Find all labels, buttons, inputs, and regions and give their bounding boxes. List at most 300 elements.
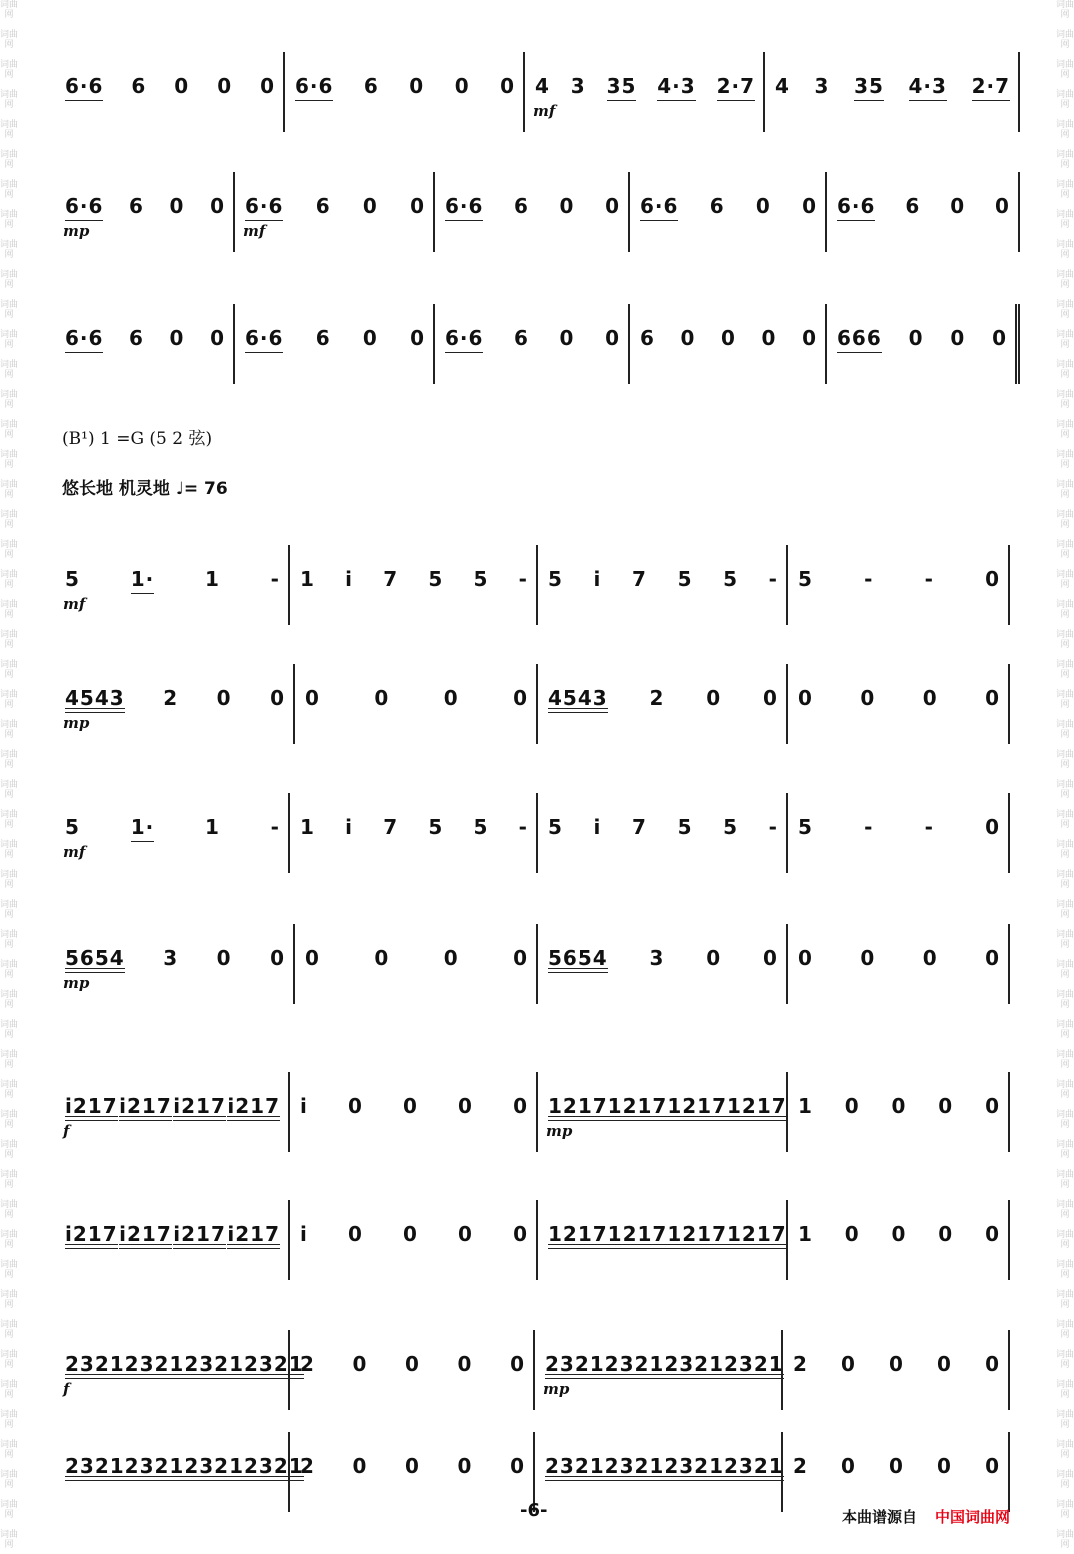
note-group: 0	[841, 1454, 856, 1478]
note-group: 4·3	[657, 74, 696, 98]
note-group: 2	[793, 1454, 808, 1478]
note-group: 2321	[244, 1454, 304, 1478]
measure-notes	[798, 567, 1000, 591]
note-group: 0	[513, 1094, 528, 1118]
staff-row	[55, 793, 1020, 873]
note-group: 0	[985, 1094, 1000, 1118]
left-watermark-strip	[0, 0, 18, 1554]
note-group: 0	[443, 946, 459, 970]
measure-notes	[837, 194, 1010, 218]
watermark-text: 词曲网	[0, 0, 18, 20]
note-group: -	[270, 567, 280, 591]
note-group: 0	[985, 815, 1000, 839]
measure-notes	[545, 1352, 784, 1376]
note-group: 2321	[124, 1352, 185, 1376]
note-group: 2321	[65, 1454, 125, 1478]
measure	[290, 1432, 535, 1512]
note-group: 3	[649, 946, 665, 970]
measure	[538, 664, 788, 744]
note-group: 0	[755, 194, 771, 218]
note-group: 0	[908, 326, 924, 350]
note-group: 2321	[604, 1352, 665, 1376]
watermark-text: 词曲网	[0, 420, 18, 440]
note-group: 0	[950, 326, 966, 350]
measure	[55, 1072, 290, 1152]
watermark-text: 词曲网	[0, 1470, 18, 1490]
watermark-text: 词曲网	[0, 870, 18, 890]
note-group: i217	[173, 1222, 226, 1246]
note-group: 0	[500, 74, 515, 98]
staff-row	[55, 172, 1020, 252]
measure	[788, 924, 1010, 1004]
note-group: 2	[300, 1352, 315, 1376]
note-group: 0	[559, 194, 575, 218]
note-group: 0	[403, 1222, 418, 1246]
watermark-text: 词曲网	[1056, 1470, 1074, 1490]
watermark-text: 词曲网	[0, 1110, 18, 1130]
measure	[538, 793, 788, 873]
note-group: 1217	[667, 1094, 728, 1118]
watermark-text: 词曲网	[0, 240, 18, 260]
watermark-text: 词曲网	[0, 60, 18, 80]
watermark-text: 词曲网	[1056, 1530, 1074, 1550]
note-group: 0	[513, 1222, 528, 1246]
measure	[290, 1072, 538, 1152]
measure	[295, 664, 538, 744]
watermark-text: 词曲网	[1056, 1050, 1074, 1070]
note-group: 2321	[664, 1454, 725, 1478]
note-group: 0	[763, 946, 778, 970]
note-group: 0	[706, 686, 722, 710]
note-group: 0	[995, 194, 1010, 218]
note-group: 0	[844, 1222, 860, 1246]
note-group: 0	[798, 946, 813, 970]
watermark-text: 词曲网	[1056, 1170, 1074, 1190]
note-group: 0	[169, 326, 185, 350]
watermark-text: 词曲网	[1056, 30, 1074, 50]
note-group: -	[924, 815, 934, 839]
watermark-text: 词曲网	[1056, 300, 1074, 320]
note-group: 0	[937, 1352, 952, 1376]
measure-notes	[548, 1222, 787, 1246]
measure	[235, 172, 435, 252]
note-group: 1	[300, 815, 315, 839]
dynamic-marking: mp	[543, 1380, 570, 1398]
measure-notes	[65, 1454, 304, 1478]
note-group: 0	[210, 326, 225, 350]
note-group: 6·6	[245, 194, 284, 218]
note-group: 0	[409, 74, 425, 98]
note-group: 0	[706, 946, 722, 970]
dynamic-marking: mp	[63, 714, 90, 732]
measure	[630, 304, 827, 384]
watermark-text: 词曲网	[1056, 660, 1074, 680]
note-group: i217	[119, 1222, 172, 1246]
dynamic-marking: mp	[63, 974, 90, 992]
note-group: 666	[837, 326, 882, 350]
watermark-text: 词曲网	[0, 1320, 18, 1340]
note-group: -	[270, 815, 280, 839]
note-group: 35	[606, 74, 637, 98]
measure	[435, 172, 630, 252]
watermark-text: 词曲网	[0, 360, 18, 380]
dynamic-marking: mf	[533, 102, 556, 120]
watermark-text: 词曲网	[0, 990, 18, 1010]
dynamic-marking: mf	[243, 222, 266, 240]
watermark-text: 词曲网	[1056, 900, 1074, 920]
watermark-text: 词曲网	[1056, 1410, 1074, 1430]
measure-notes	[300, 815, 528, 839]
note-group: 4543	[65, 686, 125, 710]
staff-row	[55, 1330, 1020, 1410]
measure	[295, 924, 538, 1004]
note-group: 0	[761, 326, 777, 350]
note-group: 2321	[124, 1454, 185, 1478]
note-group: 5	[428, 567, 444, 591]
watermark-text: 词曲网	[0, 1080, 18, 1100]
measure	[290, 1330, 535, 1410]
note-group: 0	[985, 567, 1000, 591]
watermark-text: 词曲网	[0, 1290, 18, 1310]
measure-notes	[65, 74, 275, 98]
measure	[55, 172, 235, 252]
watermark-text: 词曲网	[1056, 1140, 1074, 1160]
note-group: 2321	[244, 1352, 304, 1376]
measure-notes	[445, 194, 620, 218]
note-group: 0	[922, 686, 938, 710]
note-group: 5	[677, 567, 693, 591]
note-group: 0	[352, 1352, 368, 1376]
note-group: i217	[65, 1222, 118, 1246]
note-group: 2321	[545, 1352, 605, 1376]
note-group: 0	[680, 326, 696, 350]
watermark-text: 词曲网	[1056, 930, 1074, 950]
note-group: 4543	[548, 686, 608, 710]
page-number: -6-	[520, 1500, 548, 1521]
note-group: 7	[632, 815, 647, 839]
note-group: 0	[860, 686, 876, 710]
note-group: 35	[854, 74, 884, 98]
measure	[783, 1330, 1010, 1410]
measure	[435, 304, 630, 384]
note-group: 0	[405, 1352, 420, 1376]
note-group: 2321	[545, 1454, 605, 1478]
note-group: i217	[173, 1094, 226, 1118]
measure-notes	[300, 567, 528, 591]
watermark-text: 词曲网	[1056, 720, 1074, 740]
watermark-text: 词曲网	[1056, 450, 1074, 470]
note-group: 6·6	[245, 326, 284, 350]
note-group: i217	[119, 1094, 172, 1118]
note-group: 1217	[548, 1222, 608, 1246]
watermark-text: 词曲网	[0, 1440, 18, 1460]
watermark-text: 词曲网	[0, 450, 18, 470]
note-group: 0	[985, 1222, 1000, 1246]
measure-notes	[305, 946, 528, 970]
note-group: 6	[129, 194, 144, 218]
note-group: i217	[227, 1222, 280, 1246]
note-group: 0	[305, 946, 320, 970]
note-group: 6	[905, 194, 921, 218]
watermark-text: 词曲网	[1056, 540, 1074, 560]
measure	[788, 1072, 1010, 1152]
note-group: 2321	[184, 1454, 245, 1478]
note-group: 5	[473, 815, 489, 839]
measure	[630, 172, 827, 252]
note-group: 3	[814, 74, 830, 98]
watermark-text: 词曲网	[1056, 360, 1074, 380]
measure-notes	[300, 1094, 528, 1118]
note-group: 1217	[667, 1222, 728, 1246]
note-group: 1	[798, 1222, 813, 1246]
source-brand[interactable]: 中国词曲网	[935, 1508, 1011, 1526]
note-group: 0	[347, 1094, 363, 1118]
watermark-text: 词曲网	[1056, 810, 1074, 830]
measure-notes	[305, 686, 528, 710]
note-group: 2·7	[971, 74, 1010, 98]
staff-row	[55, 924, 1020, 1004]
dynamic-marking: f	[63, 1380, 70, 1398]
watermark-text: 词曲网	[1056, 90, 1074, 110]
note-group: 2321	[604, 1454, 665, 1478]
measure	[788, 1200, 1010, 1280]
watermark-text: 词曲网	[0, 510, 18, 530]
measure-notes	[798, 946, 1000, 970]
staff-row	[55, 545, 1020, 625]
measure-notes	[65, 1352, 304, 1376]
watermark-text: 词曲网	[0, 330, 18, 350]
watermark-text: 词曲网	[0, 960, 18, 980]
watermark-text: 词曲网	[1056, 390, 1074, 410]
note-group: 0	[210, 194, 225, 218]
measure-notes	[548, 946, 778, 970]
watermark-text: 词曲网	[1056, 180, 1074, 200]
note-group: 5	[723, 567, 739, 591]
watermark-text: 词曲网	[0, 1380, 18, 1400]
watermark-text: 词曲网	[1056, 690, 1074, 710]
note-group: 0	[443, 686, 459, 710]
note-group: 0	[605, 194, 620, 218]
measure-notes	[65, 946, 285, 970]
note-group: 0	[841, 1352, 856, 1376]
note-group: 0	[938, 1222, 954, 1246]
note-group: 0	[860, 946, 876, 970]
watermark-text: 词曲网	[1056, 990, 1074, 1010]
note-group: 1217	[607, 1094, 668, 1118]
note-group: 5	[428, 815, 444, 839]
note-group: 2	[649, 686, 665, 710]
note-group: 6·6	[65, 194, 104, 218]
watermark-text: 词曲网	[1056, 1290, 1074, 1310]
watermark-text: 词曲网	[1056, 1440, 1074, 1460]
measure	[535, 1432, 783, 1512]
note-group: 0	[169, 194, 185, 218]
note-group: 0	[458, 1222, 473, 1246]
note-group: 0	[802, 194, 817, 218]
note-group: 0	[260, 74, 275, 98]
measure-notes	[545, 1454, 784, 1478]
measure	[525, 52, 765, 132]
watermark-text: 词曲网	[1056, 1500, 1074, 1520]
note-group: 0	[216, 946, 232, 970]
watermark-text: 词曲网	[0, 1410, 18, 1430]
note-group: -	[518, 567, 528, 591]
note-group: 1	[300, 567, 315, 591]
measure	[55, 1200, 290, 1280]
source-credit	[842, 1506, 1010, 1527]
watermark-text: 词曲网	[0, 600, 18, 620]
note-group: -	[864, 815, 874, 839]
dynamic-marking: mf	[63, 843, 86, 861]
staff-row	[55, 1072, 1020, 1152]
watermark-text: 词曲网	[1056, 1110, 1074, 1130]
watermark-text: 词曲网	[1056, 270, 1074, 290]
note-group: 6·6	[445, 194, 484, 218]
measure	[55, 793, 290, 873]
measure-notes	[837, 326, 1007, 350]
measure	[290, 793, 538, 873]
watermark-text: 词曲网	[1056, 1320, 1074, 1340]
watermark-text: 词曲网	[0, 630, 18, 650]
watermark-text: 词曲网	[1056, 240, 1074, 260]
measure	[783, 1432, 1010, 1512]
watermark-text: 词曲网	[1056, 840, 1074, 860]
watermark-text: 词曲网	[0, 1230, 18, 1250]
watermark-text: 词曲网	[0, 1350, 18, 1370]
measure	[55, 1330, 304, 1410]
measure-notes	[793, 1454, 1000, 1478]
note-group: i	[300, 1222, 308, 1246]
dynamic-marking: mf	[63, 595, 86, 613]
note-group: -	[924, 567, 934, 591]
watermark-text: 词曲网	[1056, 870, 1074, 890]
watermark-text: 词曲网	[1056, 570, 1074, 590]
note-group: 0	[721, 326, 736, 350]
note-group: 0	[352, 1454, 368, 1478]
note-group: 5654	[65, 946, 125, 970]
note-group: 5	[65, 567, 80, 591]
note-group: 2321	[724, 1454, 784, 1478]
watermark-text: 词曲网	[0, 1200, 18, 1220]
note-group: 2321	[664, 1352, 725, 1376]
watermark-text: 词曲网	[0, 840, 18, 860]
note-group: i	[593, 815, 602, 839]
note-group: 0	[305, 686, 320, 710]
measure-notes	[548, 1094, 787, 1118]
note-group: 6	[514, 326, 529, 350]
note-group: 0	[403, 1094, 418, 1118]
note-group: -	[768, 815, 778, 839]
note-group: 0	[513, 946, 528, 970]
note-group: 7	[632, 567, 647, 591]
note-group: 0	[605, 326, 620, 350]
note-group: 0	[510, 1352, 525, 1376]
note-group: i217	[227, 1094, 280, 1118]
measure	[788, 545, 1010, 625]
measure-notes	[548, 567, 778, 591]
measure	[788, 664, 1010, 744]
note-group: -	[768, 567, 778, 591]
watermark-text: 词曲网	[1056, 330, 1074, 350]
watermark-text: 词曲网	[1056, 210, 1074, 230]
tempo-marking: 悠长地 机灵地 ♩= 76	[62, 479, 228, 499]
note-group: 0	[457, 1352, 473, 1376]
note-group: 5	[677, 815, 693, 839]
note-group: 5654	[548, 946, 608, 970]
measure-notes	[300, 1222, 528, 1246]
note-group: 4	[775, 74, 790, 98]
watermark-text: 词曲网	[0, 480, 18, 500]
watermark-text: 词曲网	[0, 1020, 18, 1040]
measure-notes	[65, 1094, 280, 1118]
note-group: 2	[793, 1352, 808, 1376]
note-group: 5	[798, 815, 813, 839]
note-group: 0	[559, 326, 575, 350]
note-group: 0	[217, 74, 233, 98]
watermark-text: 词曲网	[1056, 0, 1074, 20]
measure	[538, 545, 788, 625]
watermark-text: 词曲网	[1056, 1260, 1074, 1280]
note-group: 6·6	[837, 194, 876, 218]
measure	[827, 172, 1020, 252]
measure-notes	[548, 686, 778, 710]
watermark-text: 词曲网	[0, 1500, 18, 1520]
note-group: 0	[347, 1222, 363, 1246]
note-group: 1217	[727, 1222, 787, 1246]
note-group: 2321	[65, 1352, 125, 1376]
watermark-text: 词曲网	[0, 120, 18, 140]
watermark-text: 词曲网	[1056, 960, 1074, 980]
staff-row	[55, 52, 1020, 132]
note-group: 6	[131, 74, 147, 98]
measure-notes	[245, 326, 425, 350]
note-group: 4	[535, 74, 550, 98]
watermark-text: 词曲网	[0, 780, 18, 800]
watermark-text: 词曲网	[1056, 510, 1074, 530]
note-group: 0	[844, 1094, 860, 1118]
measure	[827, 304, 1020, 384]
measure	[235, 304, 435, 384]
note-group: 0	[985, 686, 1000, 710]
measure-notes	[640, 194, 817, 218]
watermark-text: 词曲网	[0, 660, 18, 680]
measure	[765, 52, 1020, 132]
note-group: 6	[315, 326, 331, 350]
note-group: 2	[300, 1454, 315, 1478]
note-group: 5	[798, 567, 813, 591]
dynamic-marking: mp	[546, 1122, 573, 1140]
note-group: 0	[891, 1094, 907, 1118]
watermark-text: 词曲网	[1056, 420, 1074, 440]
note-group: 0	[410, 326, 425, 350]
note-group: 0	[405, 1454, 420, 1478]
note-group: 0	[938, 1094, 954, 1118]
note-group: 2321	[184, 1352, 245, 1376]
note-group: 0	[457, 1454, 473, 1478]
watermark-text: 词曲网	[0, 1050, 18, 1070]
watermark-text: 词曲网	[0, 1530, 18, 1550]
note-group: 0	[374, 946, 390, 970]
note-group: 1217	[607, 1222, 668, 1246]
staff-row	[55, 664, 1020, 744]
dynamic-marking: mp	[63, 222, 90, 240]
note-group: 0	[174, 74, 190, 98]
note-group: 0	[985, 946, 1000, 970]
note-group: 1	[204, 567, 220, 591]
note-group: 0	[458, 1094, 473, 1118]
measure-notes	[300, 1454, 525, 1478]
note-group: 6·6	[65, 74, 104, 98]
